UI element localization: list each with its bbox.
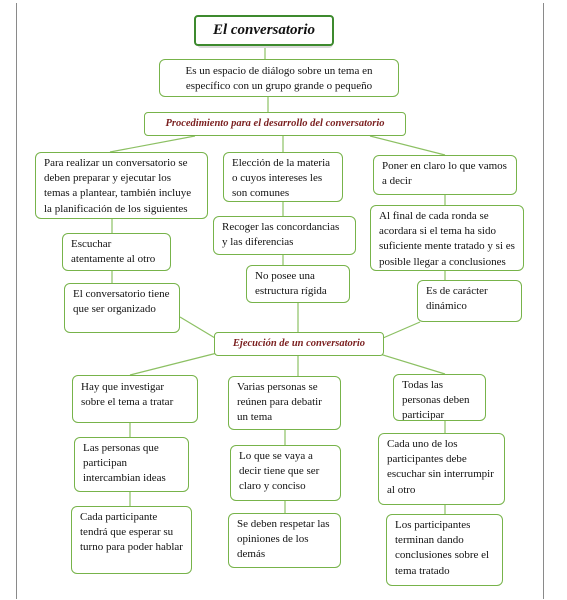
connector	[180, 317, 215, 338]
connector	[383, 322, 420, 338]
execution-item: Cada participante tendrá que esperar su turno para poder hablar	[71, 506, 192, 574]
procedure-heading: Procedimiento para el desarrollo del conversatorio	[144, 112, 406, 136]
diagram-title: El conversatorio	[194, 15, 334, 46]
procedure-step: Es de carácter dinámico	[417, 280, 522, 322]
execution-heading: Ejecución de un conversatorio	[214, 332, 384, 356]
definition-box: Es un espacio de diálogo sobre un tema en específico con un grupo grande o pequeño	[159, 59, 399, 97]
connector	[110, 136, 195, 152]
execution-item: Varias personas se reúnen para debatir un tema	[228, 376, 341, 430]
execution-item: Los participantes terminan dando conclusiones sobre el tema tratado	[386, 514, 503, 586]
execution-item: Las personas que participan intercambian ideas	[74, 437, 189, 492]
execution-item: Cada uno de los participantes debe escuchar sin interrumpir al otro	[378, 433, 505, 505]
procedure-step: No posee una estructura rígida	[246, 265, 350, 303]
procedure-step: Recoger las concordancias y las diferencias	[213, 216, 356, 255]
procedure-step: Poner en claro lo que vamos a decir	[373, 155, 517, 195]
connector	[130, 351, 225, 375]
execution-item: Lo que se vaya a decir tiene que ser claro y conciso	[230, 445, 341, 501]
procedure-step: Al final de cada ronda se acordara si el tema ha sido suficiente mente tratado y si es posible llegar a conclusiones	[370, 205, 524, 271]
connector	[370, 136, 445, 155]
procedure-step: El conversatorio tiene que ser organizado	[64, 283, 180, 333]
execution-item: Hay que investigar sobre el tema a tratar	[72, 375, 198, 423]
procedure-step: Para realizar un conversatorio se deben preparar y ejecutar los temas a plantear, también incluye la planificación de los siguientes	[35, 152, 208, 219]
execution-item: Todas las personas deben participar	[393, 374, 486, 421]
procedure-step: Escuchar atentamente al otro	[62, 233, 171, 271]
execution-item: Se deben respetar las opiniones de los demás	[228, 513, 341, 568]
procedure-step: Elección de la materia o cuyos intereses les son comunes	[223, 152, 343, 202]
